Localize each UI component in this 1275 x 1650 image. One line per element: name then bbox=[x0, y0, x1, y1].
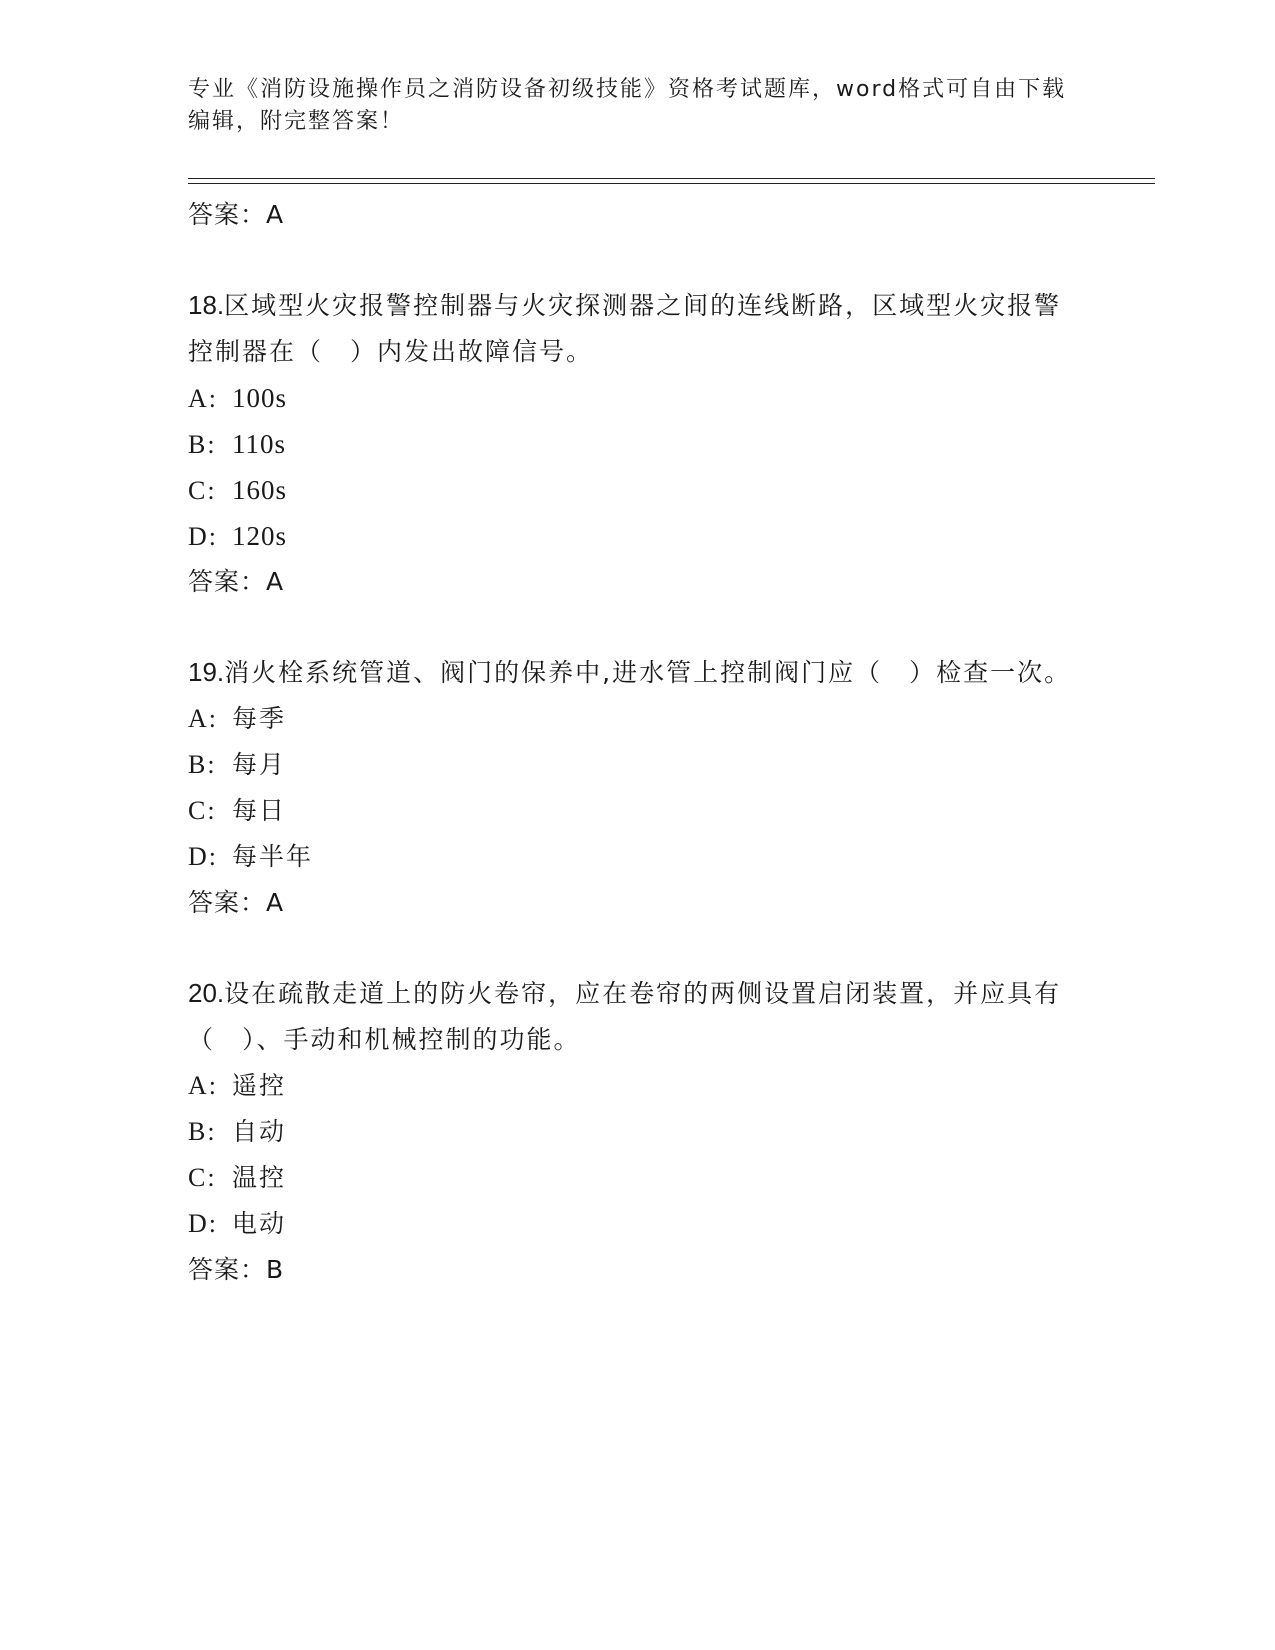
header-rule-bottom bbox=[188, 183, 1155, 184]
option-b bbox=[188, 742, 1088, 788]
spacer bbox=[188, 926, 1088, 970]
question-text: 消火栓系统管道、阀门的保养中,进水管上控制阀门应（ ）检查一次。 bbox=[224, 658, 1072, 687]
option-c bbox=[188, 467, 1088, 513]
question-19 bbox=[188, 649, 1088, 696]
option-a bbox=[188, 375, 1088, 421]
question-number: 20. bbox=[188, 978, 225, 1008]
spacer bbox=[188, 238, 1088, 282]
option-value: 每月 bbox=[232, 750, 287, 779]
page-header: 专业《消防设施操作员之消防设备初级技能》资格考试题库，word格式可自由下载编辑，附完整答案！ bbox=[188, 77, 1067, 134]
option-c bbox=[188, 788, 1088, 834]
option-key: A: bbox=[188, 384, 218, 413]
option-b bbox=[188, 1109, 1088, 1155]
option-value: 每季 bbox=[232, 704, 287, 733]
answer-line bbox=[188, 192, 1088, 238]
option-value: 自动 bbox=[232, 1117, 287, 1146]
answer-line bbox=[188, 1247, 1088, 1293]
option-b bbox=[188, 421, 1088, 467]
option-value: 160s bbox=[232, 475, 288, 505]
answer-label: 答案： bbox=[188, 888, 267, 917]
answer-value: A bbox=[266, 888, 285, 917]
option-a bbox=[188, 1063, 1088, 1109]
answer-label: 答案： bbox=[188, 200, 267, 229]
option-value: 温控 bbox=[232, 1163, 287, 1192]
option-key: C: bbox=[188, 1163, 217, 1192]
option-a bbox=[188, 696, 1088, 742]
question-text: 设在疏散走道上的防火卷帘，应在卷帘的两侧设置启闭装置，并应具有（ ）、手动和机械控制的功能。 bbox=[188, 979, 1062, 1054]
question-number: 18. bbox=[188, 290, 225, 320]
option-value: 每日 bbox=[232, 796, 287, 825]
answer-value: A bbox=[266, 200, 285, 229]
option-key: D: bbox=[188, 1209, 218, 1238]
question-20 bbox=[188, 970, 1088, 1063]
question-text: 区域型火灾报警控制器与火灾探测器之间的连线断路，区域型火灾报警控制器在（ ）内发出故障信号。 bbox=[188, 291, 1062, 366]
option-d bbox=[188, 834, 1088, 880]
question-number: 19. bbox=[188, 657, 225, 687]
option-value: 110s bbox=[232, 429, 287, 459]
answer-label: 答案： bbox=[188, 567, 267, 596]
option-key: B: bbox=[188, 430, 217, 459]
answer-value: B bbox=[266, 1255, 285, 1284]
spacer bbox=[188, 605, 1088, 649]
option-value: 电动 bbox=[232, 1209, 287, 1238]
option-value: 120s bbox=[232, 521, 288, 551]
option-key: D: bbox=[188, 522, 218, 551]
option-value: 每半年 bbox=[232, 842, 314, 871]
option-key: A: bbox=[188, 704, 218, 733]
answer-line bbox=[188, 559, 1088, 605]
option-key: A: bbox=[188, 1071, 218, 1100]
question-list bbox=[188, 192, 1088, 1293]
header-rule-top bbox=[188, 178, 1155, 179]
option-key: C: bbox=[188, 796, 217, 825]
option-key: B: bbox=[188, 1117, 217, 1146]
option-key: D: bbox=[188, 842, 218, 871]
option-d bbox=[188, 513, 1088, 559]
option-value: 100s bbox=[232, 383, 288, 413]
option-d bbox=[188, 1201, 1088, 1247]
option-key: C: bbox=[188, 476, 217, 505]
answer-line bbox=[188, 880, 1088, 926]
answer-label: 答案： bbox=[188, 1255, 267, 1284]
option-c bbox=[188, 1155, 1088, 1201]
answer-value: A bbox=[266, 567, 285, 596]
option-key: B: bbox=[188, 750, 217, 779]
question-18 bbox=[188, 282, 1088, 375]
option-value: 遥控 bbox=[232, 1071, 287, 1100]
